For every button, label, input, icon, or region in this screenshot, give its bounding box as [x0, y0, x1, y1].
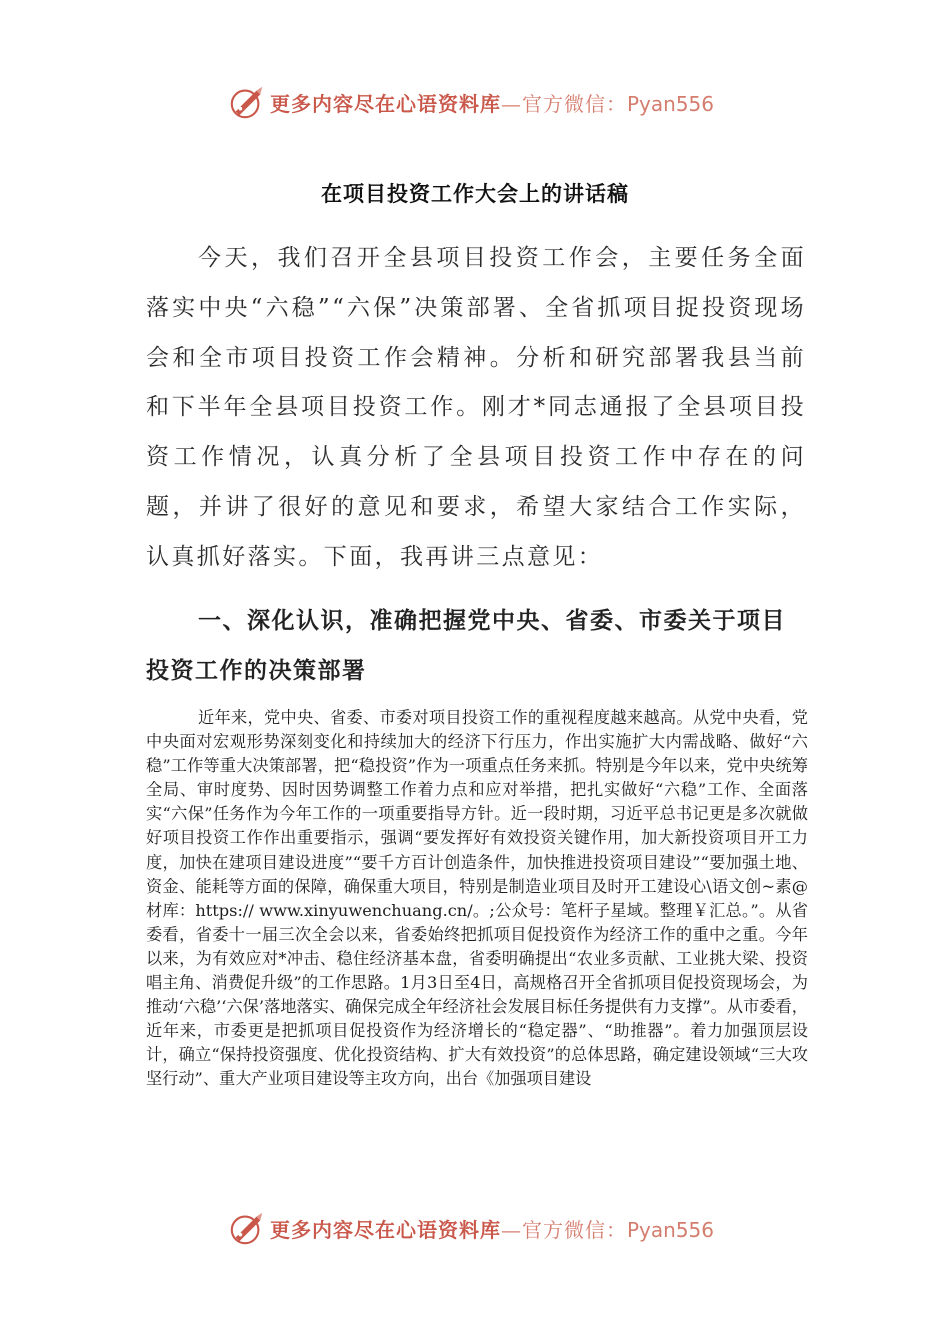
- pen-logo-icon: [228, 1209, 266, 1247]
- intro-paragraph: 今天，我们召开全县项目投资工作会，主要任务全面落实中央“六稳”“六保”决策部署、全省抓项目捉投资现场会和全市项目投资工作会精神。分析和研究部署我县当前和下半年全县项目投资工作。刚才*同志通报了全县项目投资工作情况，认真分析了全县项目投资工作中存在的问题，并讲了很好的意见和要求，希望大家结合工作实际，认真抓好落实。下面，我再讲三点意见：: [146, 245, 806, 570]
- body-paragraph-1: 近年来，党中央、省委、市委对项目投资工作的重视程度越来越高。从党中央看，党中央面对宏观形势深刻变化和持续加大的经济下行压力，作出实施扩大内需战略、做好“六稳”工作等重大决策部署，把“稳投资”作为一项重点任务来抓。特别是今年以来，党中央统筹全局、审时度势、因时因势调整工作着力点和应对举措，把扎实做好“六稳”工作、全面落实“六保”任务作为今年工作的一项重要指导方针。近一段时期，习近平总书记更是多次就做好项目投资工作作出重要指示，强调“要发挥好有效投资关键作用，加大新投资项目开工力度，加快在建项目建设进度”“要千方百计创造条件，加快推进投资项目建设”“要加强土地、资金、能耗等方面的保障，确保重大项目，特别是制造业项目及时开工建设心\语文创~素@材库：https:// www.xinyuwenchuang.cn/。;公众号：笔杆子星域。整理￥汇总。”。从省委看，省委十一届三次全会以来，省委始终把抓项目促投资作为经济工作的重中之重。今年以来，为有效应对*冲击、稳住经济基本盘，省委明确提出“农业多贡献、工业挑大梁、投资唱主角、消费促升级”的工作思路。1月3日至4日，高规格召开全省抓项目促投资现场会，为推动‘六稳’‘六保’落地落实、确保完成全年经济社会发展目标任务提供有力支撑”。从市委看，近年来，市委更是把抓项目促投资作为经济增长的“稳定器”、“助推器”。着力加强顶层设计，确立“保持投资强度、优化投资结构、扩大有效投资”的总体思路，确定建设领域“三大攻坚行动”、重大产业项目建设等主攻方向，出台《加强项目建设: [146, 708, 808, 1089]
- watermark-dash: —: [501, 1217, 522, 1242]
- header-watermark: [228, 82, 714, 122]
- pen-logo-icon: [228, 83, 266, 121]
- watermark-brand: 更多内容尽在心语资料库: [270, 1217, 501, 1242]
- watermark-wechat-id: Pyan556: [627, 91, 715, 116]
- footer-watermark: [228, 1208, 714, 1248]
- watermark-wechat-label: 官方微信：: [522, 91, 627, 116]
- watermark-brand: 更多内容尽在心语资料库: [270, 91, 501, 116]
- section-heading-1: 一、深化认识，准确把握党中央、省委、市委关于项目投资工作的决策部署: [146, 607, 786, 684]
- watermark-dash: —: [501, 91, 522, 116]
- watermark-text: [270, 88, 714, 117]
- watermark-wechat-id: Pyan556: [627, 1217, 715, 1242]
- watermark-text: [270, 1214, 714, 1243]
- document-title: 在项目投资工作大会上的讲话稿: [321, 181, 629, 206]
- watermark-wechat-label: 官方微信：: [522, 1217, 627, 1242]
